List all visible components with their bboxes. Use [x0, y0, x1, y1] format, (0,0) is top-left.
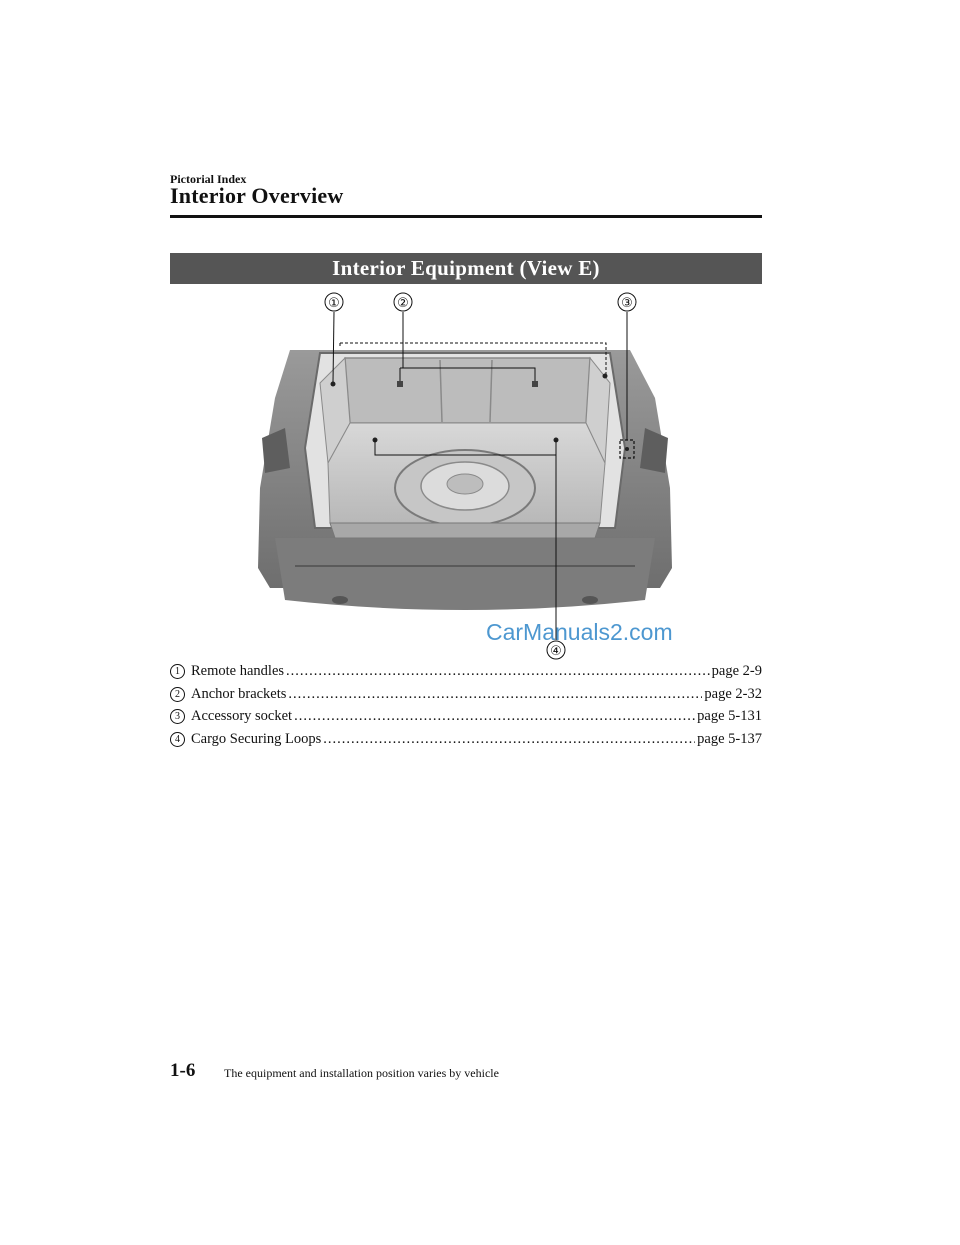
callout-marker-4: ④: [550, 644, 562, 659]
watermark: CarManuals2.com: [486, 619, 673, 645]
list-item: [170, 686, 762, 709]
title-rule: [170, 215, 762, 218]
callout-marker-2: ②: [397, 296, 409, 311]
section-label: Pictorial Index: [170, 172, 247, 186]
list-item: [170, 663, 762, 686]
page-reference-link[interactable]: page 2-9: [711, 663, 762, 679]
item-number: 2: [170, 687, 185, 702]
item-label: Anchor brackets: [191, 685, 287, 702]
callout-marker-1: ①: [328, 296, 340, 311]
page-reference-link[interactable]: page 5-131: [697, 708, 762, 724]
leader-dots: [294, 708, 695, 725]
leader-dots: [323, 731, 695, 748]
item-number: 3: [170, 709, 185, 724]
leader-dots: [288, 686, 702, 703]
section-banner: Interior Equipment (View E): [170, 253, 762, 284]
item-number: 1: [170, 664, 185, 679]
page-title: Interior Overview: [170, 183, 344, 208]
page-reference-link[interactable]: page 2-32: [704, 685, 762, 702]
item-number: 4: [170, 732, 185, 747]
callout-list: [170, 663, 762, 753]
page-number: 1-6: [170, 1060, 196, 1081]
rear-bumper: [275, 538, 655, 610]
list-item: [170, 731, 762, 754]
list-item: [170, 708, 762, 731]
item-label: Cargo Securing Loops: [191, 730, 322, 747]
callout-marker-3: ③: [621, 296, 633, 311]
page-reference-link[interactable]: page 5-137: [697, 730, 762, 747]
leader-dots: [286, 663, 710, 680]
item-label: Remote handles: [191, 663, 285, 679]
footer-note: The equipment and installation position varies by vehicle: [224, 1066, 499, 1080]
item-label: Accessory socket: [191, 708, 293, 724]
cargo-area-illustration: [250, 288, 680, 668]
